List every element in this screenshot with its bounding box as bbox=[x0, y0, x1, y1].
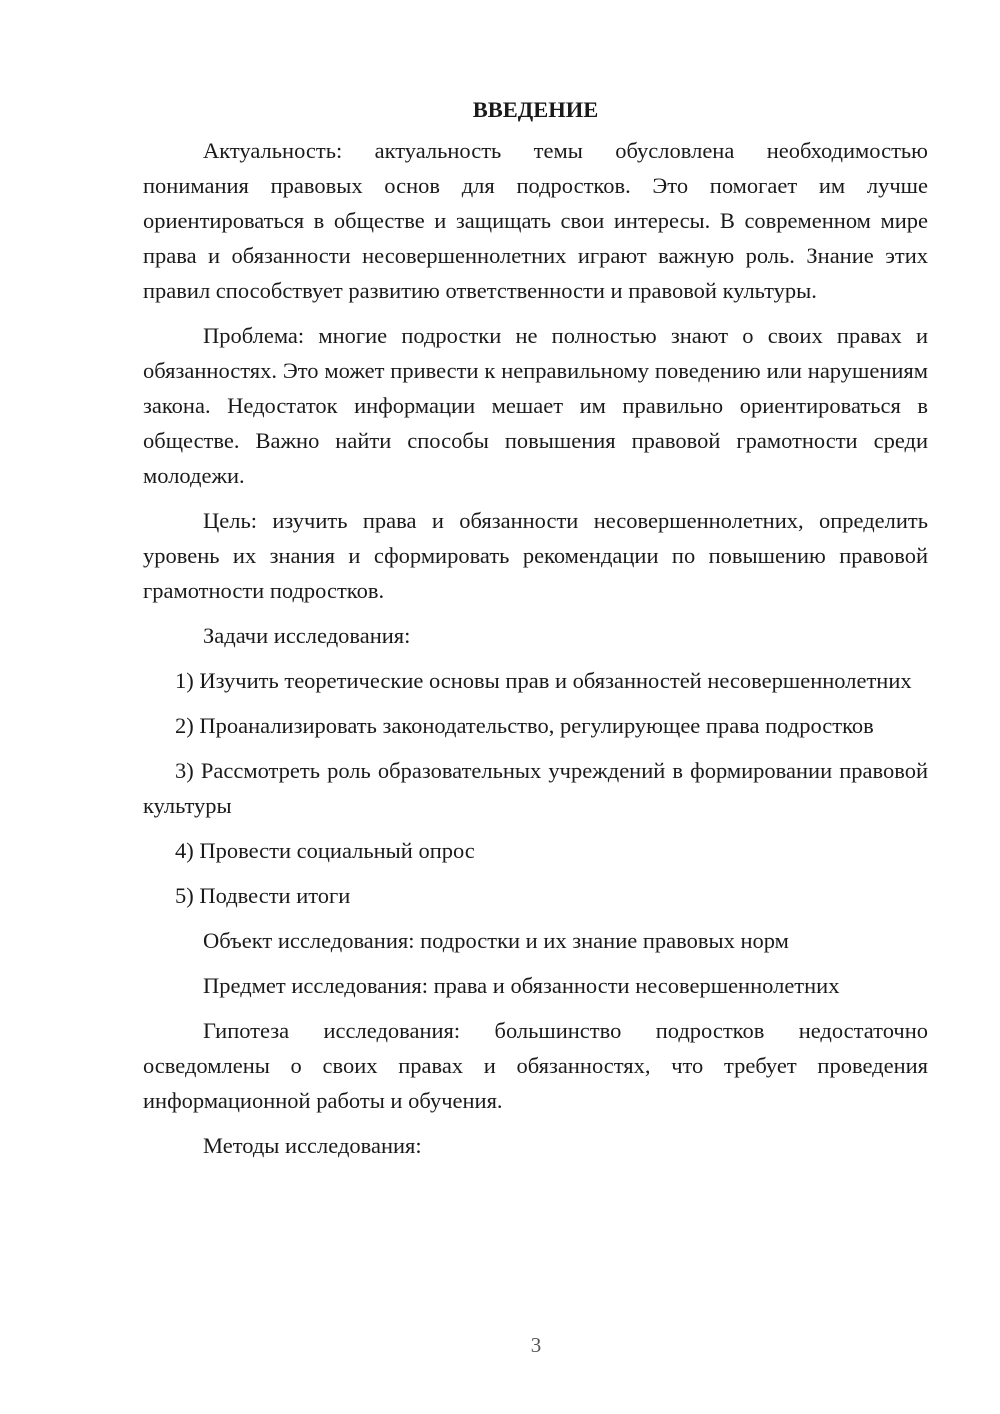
section-heading: ВВЕДЕНИЕ bbox=[472, 97, 599, 122]
document-page bbox=[143, 92, 928, 1173]
paragraph-object: Объект исследования: подростки и их знание правовых норм bbox=[203, 928, 789, 953]
task-item-2: 2) Проанализировать законодательство, регулирующее права подростков bbox=[175, 713, 874, 738]
page-number: 3 bbox=[530, 1333, 542, 1357]
paragraph-tasks-heading: Задачи исследования: bbox=[203, 623, 411, 648]
task-item-4: 4) Провести социальный опрос bbox=[175, 838, 475, 863]
paragraph-goal: Цель: изучить права и обязанности несовершеннолетних, определить уровень их знания и сформировать рекомендации по повышению правовой грамотности подростков. bbox=[143, 508, 928, 603]
task-item-3: 3) Рассмотреть роль образовательных учреждений в формировании правовой культуры bbox=[143, 758, 928, 818]
paragraph-hypothesis: Гипотеза исследования: большинство подростков недостаточно осведомлены о своих правах и обязанностях, что требует проведения информационной работы и обучения. bbox=[143, 1018, 928, 1113]
paragraph-subject: Предмет исследования: права и обязанности несовершеннолетних bbox=[203, 973, 840, 998]
paragraph-methods: Методы исследования: bbox=[203, 1133, 422, 1158]
paragraph-problem: Проблема: многие подростки не полностью знают о своих правах и обязанностях. Это может привести к неправильному поведению или нарушениям закона. Недостаток информации мешает им правильно ориентироваться в обществе. Важно найти способы повышения правовой грамотности среди молодежи. bbox=[143, 323, 928, 488]
paragraph-relevance: Актуальность: актуальность темы обусловлена необходимостью понимания правовых основ для подростков. Это помогает им лучше ориентироваться в обществе и защищать свои интересы. В современном мире права и обязанности несовершеннолетних играют важную роль. Знание этих правил способствует развитию ответственности и правовой культуры. bbox=[143, 138, 928, 303]
task-item-5: 5) Подвести итоги bbox=[175, 883, 351, 908]
task-item-1: 1) Изучить теоретические основы прав и обязанностей несовершеннолетних bbox=[175, 668, 912, 693]
